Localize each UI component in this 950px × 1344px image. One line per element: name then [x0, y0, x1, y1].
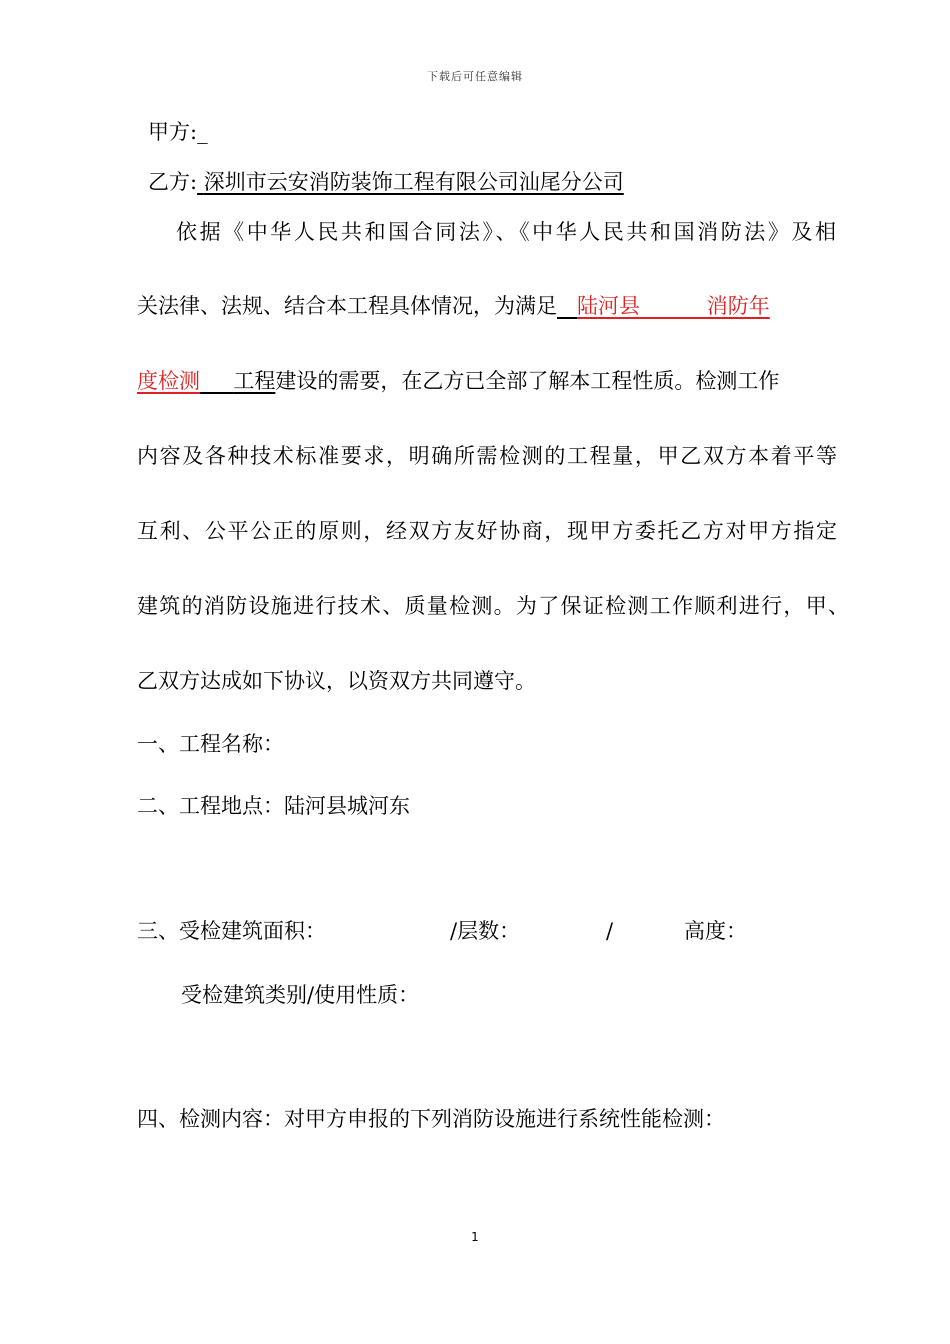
party-a-line [148, 118, 208, 146]
party-b-line [148, 168, 624, 196]
intro-line-7: 乙双方达成如下协议，以资双方共同遵守。 [137, 669, 536, 693]
intro-line-3 [137, 367, 779, 395]
section-3-floors-label: /层数： [450, 919, 521, 943]
section-3-area-label: 三、受检建筑面积： [137, 919, 326, 943]
section-1-project-name: 一、工程名称： [137, 732, 284, 756]
party-b-label: 乙方: [148, 170, 198, 194]
intro-line-2-text: 关法律、法规、结合本工程具体情况，为满足 [137, 294, 557, 318]
page-header: 下载后可任意编辑 [427, 70, 523, 83]
intro-line-5: 互利、公平公正的原则，经双方友好协商，现甲方委托乙方对甲方指定 [137, 519, 837, 543]
party-a-label: 甲方: [148, 120, 198, 144]
project-suffix: 工程 [233, 369, 276, 393]
section-3-building-type: 受检建筑类别/使用性质： [181, 983, 420, 1007]
party-b-company: 深圳市云安消防装饰工程有限公司汕尾分公司 [203, 170, 624, 194]
section-2-project-location: 二、工程地点：陆河县城河东 [137, 794, 410, 818]
intro-line-6: 建筑的消防设施进行技术、质量检测。为了保证检测工作顺利进行，甲、 [137, 594, 849, 618]
intro-line-3-text: 建设的需要，在乙方已全部了解本工程性质。检测工作 [275, 369, 780, 393]
section-4-inspection-content: 四、检测内容：对甲方申报的下列消防设施进行系统性能检测： [137, 1107, 725, 1131]
page-number: 1 [471, 1230, 479, 1244]
project-blank [200, 369, 233, 393]
project-name-part-1: 陆河县 消防年 [577, 294, 770, 318]
intro-blank [557, 294, 577, 318]
intro-line-1: 依据《中华人民共和国合同法》、《中华人民共和国消防法》及相 [176, 220, 836, 244]
party-a-blank: _ [197, 120, 208, 144]
intro-line-2 [137, 292, 770, 320]
section-3-height-label: 高度： [684, 919, 747, 943]
section-3-slash: / [606, 919, 614, 943]
party-b-blank [197, 170, 204, 194]
project-name-part-2: 度检测 [137, 369, 200, 393]
intro-line-4: 内容及各种技术标准要求，明确所需检测的工程量，甲乙双方本着平等 [137, 444, 837, 468]
